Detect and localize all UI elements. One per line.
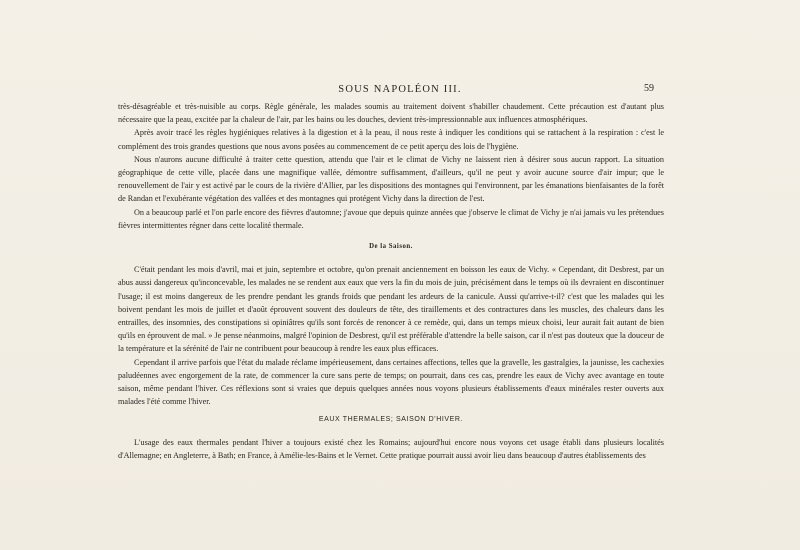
paragraph: Cependant il arrive parfois que l'état du malade réclame impérieusement, dans certaines affections, telles que la gravelle, les gastralgies, la jaunisse, les cachexies paludéennes avec engorgement de la rate, de commencer la cure sans perte de temps; on pourrait, dans ces cas, prendre les eaux de Vichy avec avantage en toute saison, même pendant l'hiver. Ces réflexions sont si vraies que depuis quelques années nous voyons plusieurs établissements d'eaux minérales rester ouverts aux malades l'été comme l'hiver. [118,357,664,407]
paragraph: On a beaucoup parlé et l'on parle encore des fièvres d'automne; j'avoue que depuis quinze années que j'observe le climat de Vichy je n'ai jamais vu les prétendues fièvres intermittentes régner dans cette localité thermale. [118,207,664,230]
paragraph: très-désagréable et très-nuisible au corps. Règle générale, les malades soumis au traitement doivent s'habiller chaudement. Cette précaution est d'autant plus nécessaire que la peau, excitée par la chaleur de l'air, par les bains ou les douches, devient très-impressionnable aux influences atmosphériques. [118,102,664,125]
paragraph: C'était pendant les mois d'avril, mai et juin, septembre et octobre, qu'on prenait anciennement en boisson les eaux de Vichy. « Cependant, dit Desbrest, par un abus aussi dangereux qu'inconcevable, les malades ne se rendent aux eaux que vers la fin du mois de juin, précisément dans le temps où ils devraient en discontinuer l'usage; il est moins dangereux de les prendre pendant les grands froids que pendant les ardeurs de la canicule. Aussi qu'arrive-t-il? c'est que les malades qui les boivent pendant les mois de juillet et d'août éprouvent souvent des douleurs de tête, des tiraillements et des contractures dans les muscles, des chaleurs dans les entrailles, des insomnies, des constipations si opiniâtres qu'ils sont forcés de renoncer à ce remède, qui, dans un temps mieux choisi, leur aurait fait autant de bien qu'ils en éprouvent de mal. » Je pense néanmoins, malgré l'opinion de Desbrest, qu'il est préférable d'attendre la belle saison, car il n'est pas douteux que la douceur de la température et la sérénité de l'air ne contribuent pour beaucoup à rendre les eaux plus efficaces. [118,265,664,354]
page-number: 59 [644,83,654,94]
body-text [118,100,664,462]
section-heading-saison: De la Saison. [369,243,413,251]
paragraph: L'usage des eaux thermales pendant l'hiver a toujours existé chez les Romains; aujourd'hui encore nous voyons cet usage établi dans plusieurs localités d'Allemagne; en Angleterre, à Bath; en France, à Amélie-les-Bains et le Vernet. Cette pratique pourrait aussi avoir lieu dans beaucoup d'autres établissements des [118,437,664,460]
section-heading-eaux-thermales: EAUX THERMALES; SAISON D'HIVER. [318,416,464,424]
running-title: SOUS NAPOLÉON III. [338,84,462,95]
paragraph: Après avoir tracé les règles hygiéniques relatives à la digestion et à la peau, il nous reste à indiquer les conditions qui se rattachent à la respiration : c'est le complément des trois grandes questions que nous avons posées au commencement de ce petit aperçu des lois de l'hygiène. [118,128,664,151]
paragraph: Nous n'aurons aucune difficulté à traiter cette question, attendu que l'air et le climat de Vichy ne laissent rien à désirer sous aucun rapport. La situation géographique de cette ville, placée dans une magnifique vallée, démontre suffisamment, d'ailleurs, qu'il ne peut y avoir aucune source d'air impur; que le renouvellement de l'air y est activé par le cours de la rivière d'Allier, par les dispositions des montagnes qui l'environnent, par les émanations bienfaisantes de la forêt de Randan et l'exubérante végétation des vallées et des montagnes qui protégent Vichy dans la direction de l'est. [118,154,664,204]
